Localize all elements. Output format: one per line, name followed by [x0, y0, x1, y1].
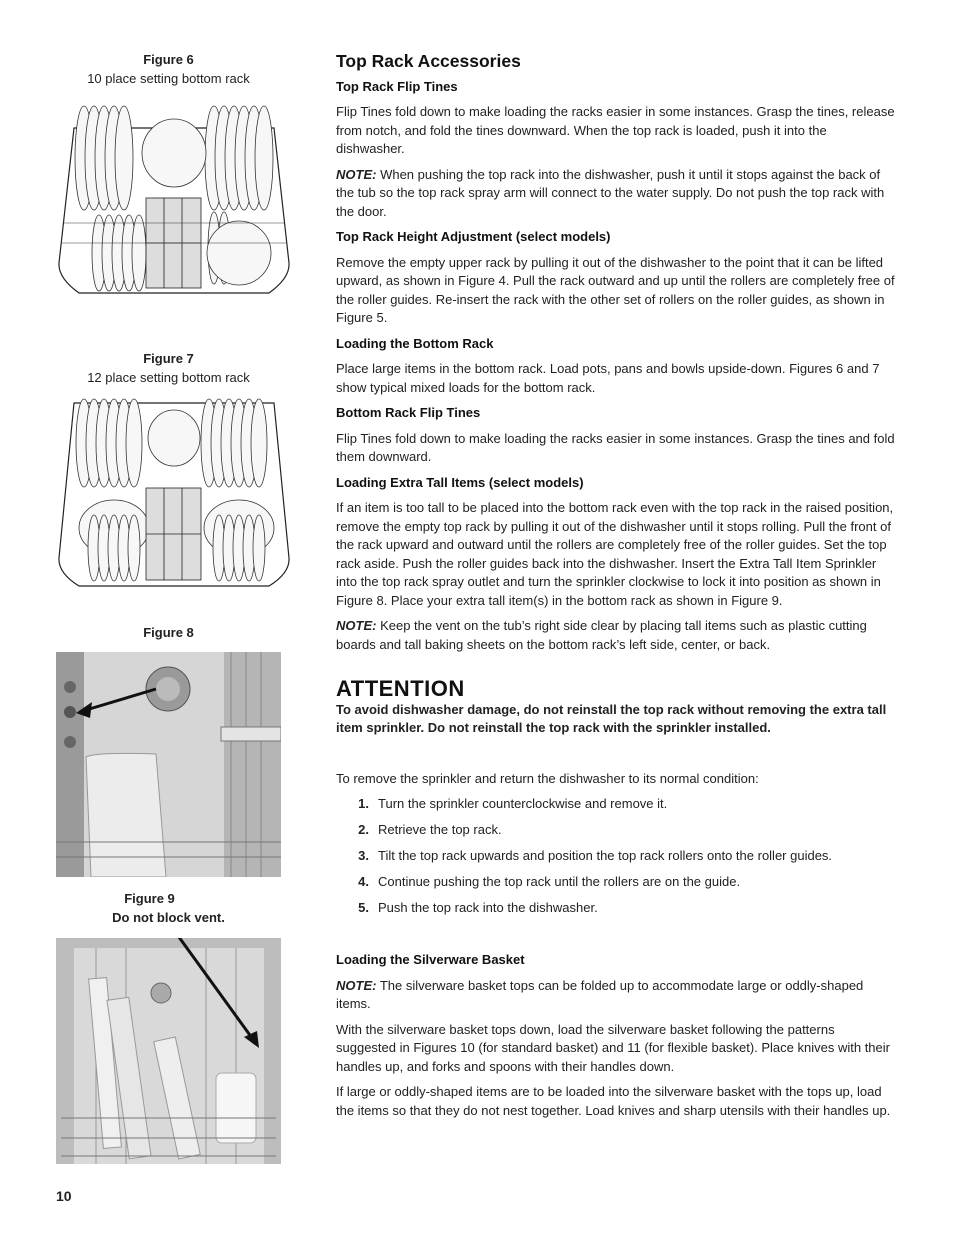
figure-6-description: 10 place setting bottom rack — [87, 71, 250, 86]
heading-loading-silverware-basket: Loading the Silverware Basket — [336, 952, 525, 968]
step-number: 5. — [358, 899, 369, 915]
list-item — [336, 873, 898, 892]
note-text: Keep the vent on the tub’s right side clear by placing tall items such as plastic cutting boards and tall baking sheets on the bottom rack’s left side, center, or back. — [336, 618, 867, 652]
step-number: 1. — [358, 796, 369, 811]
figure-9-description: Do not block vent. — [112, 910, 225, 925]
figure-8-label: Figure 8 — [143, 625, 194, 640]
note-label: NOTE: — [336, 166, 377, 182]
step-text: Push the top rack into the dishwasher. — [378, 899, 598, 915]
note-top-rack-flip-tines — [336, 166, 898, 222]
step-number: 3. — [358, 847, 369, 863]
list-item — [336, 899, 898, 918]
step-number: 2. — [358, 821, 369, 837]
figure-8-image — [56, 652, 281, 877]
list-item — [336, 795, 898, 814]
paragraph-bottom-rack-flip-tines: Flip Tines fold down to make loading the racks easier in some instances. Grasp the tines and fold them downward. — [336, 430, 895, 464]
figure-7-label: Figure 7 — [143, 351, 194, 366]
attention-text: To avoid dishwasher damage, do not reinstall the top rack without removing the extra tall item sprinkler. Do not reinstall the top rack with the sprinkler installed. — [336, 701, 887, 735]
figure-8-caption — [56, 625, 281, 640]
note-extra-tall-items — [336, 617, 898, 654]
figure-7-image — [54, 398, 294, 593]
note-silverware-basket — [336, 977, 898, 1014]
list-item — [336, 821, 898, 840]
note-label: NOTE: — [336, 977, 377, 993]
page-number: 10 — [56, 1188, 72, 1204]
paragraph-top-rack-height-adjustment: Remove the empty upper rack by pulling it out of the dishwasher to the point that it can be lifted upward, as shown in Figure 4. Pull the rack outward and up until the rollers are completely free of the roller guides. Re-insert the rack with the other set of rollers on the roller guides, as shown in Figure 5. — [336, 254, 895, 325]
note-label: NOTE: — [336, 618, 377, 633]
sprinkler-photo-illustration — [56, 652, 281, 877]
note-text: The silverware basket tops can be folded up to accommodate large or oddly-shaped items. — [336, 977, 864, 1012]
remove-sprinkler-steps — [336, 795, 898, 917]
attention-title: ATTENTION — [336, 676, 465, 701]
rack-12-place-illustration — [54, 398, 294, 593]
figure-7-description: 12 place setting bottom rack — [87, 370, 250, 385]
heading-loading-extra-tall-items: Loading Extra Tall Items (select models) — [336, 474, 584, 490]
figure-7-caption — [56, 351, 281, 385]
paragraph-silverware-basket-2: If large or oddly-shaped items are to be loaded into the silverware basket with the tops up, load the items so that they do not nest together. Load knives and sharp utensils with their handles up. — [336, 1084, 891, 1118]
heading-top-rack-flip-tines: Top Rack Flip Tines — [336, 78, 458, 94]
step-text: Continue pushing the top rack until the rollers are on the guide. — [378, 873, 741, 889]
step-text: Turn the sprinkler counterclockwise and remove it. — [378, 796, 668, 811]
paragraph-top-rack-flip-tines: Flip Tines fold down to make loading the racks easier in some instances. Grasp the tines, release from notch, and fold the tines downward. When the top rack is loaded, push it into the dishwasher. — [336, 104, 895, 156]
list-item — [336, 847, 898, 866]
figure-9-label: Figure 9 — [124, 891, 175, 906]
step-number: 4. — [358, 873, 369, 889]
figure-9-image — [56, 938, 281, 1164]
figure-6-image — [54, 103, 294, 303]
figure-6-caption — [56, 52, 281, 86]
rack-10-place-illustration — [54, 103, 294, 303]
main-text-column — [336, 52, 898, 1127]
step-text: Retrieve the top rack. — [378, 821, 502, 837]
heading-loading-bottom-rack: Loading the Bottom Rack — [336, 335, 494, 351]
paragraph-loading-extra-tall-items: If an item is too tall to be placed into the bottom rack even with the top rack in the raised position, remove the empty top rack by pulling it out of the dishwasher until it stops rolling. Pull the front of the rack upward and outward until the rollers are completely free of the roller guides. Set the top rack aside. Push the roller guides back into the dishwasher. Insert the Extra Tall Item Sprinkler into the top rack spray outlet and turn the sprinkler clockwise to lock it into position as shown in Figure 8. Place your extra tall item(s) in the bottom rack as shown in Figure 9. — [336, 500, 894, 608]
paragraph-silverware-basket-1: With the silverware basket tops down, load the silverware basket following the patterns suggested in Figures 10 (for standard basket) and 11 (for flexible basket). Place knives with their handles up, and forks and spoons with their handles down. — [336, 1021, 890, 1074]
step-text: Tilt the top rack upwards and position the top rack rollers onto the roller guides. — [378, 847, 833, 863]
heading-bottom-rack-flip-tines: Bottom Rack Flip Tines — [336, 405, 481, 420]
heading-top-rack-height-adjustment: Top Rack Height Adjustment (select models) — [336, 229, 611, 244]
figure-9-caption — [56, 891, 281, 925]
note-text: When pushing the top rack into the dishwasher, push it until it stops against the back of the tub so the top rack spray arm will connect to the water supply. Do not push the top rack with the door. — [336, 166, 885, 219]
tall-items-photo-illustration — [56, 938, 281, 1164]
figure-6-label: Figure 6 — [143, 52, 194, 67]
remove-sprinkler-intro: To remove the sprinkler and return the dishwasher to its normal condition: — [336, 770, 759, 786]
section-title: Top Rack Accessories — [336, 51, 521, 71]
paragraph-loading-bottom-rack: Place large items in the bottom rack. Load pots, pans and bowls upside-down. Figures 6 and 7 show typical mixed loads for the bottom rack. — [336, 361, 880, 395]
